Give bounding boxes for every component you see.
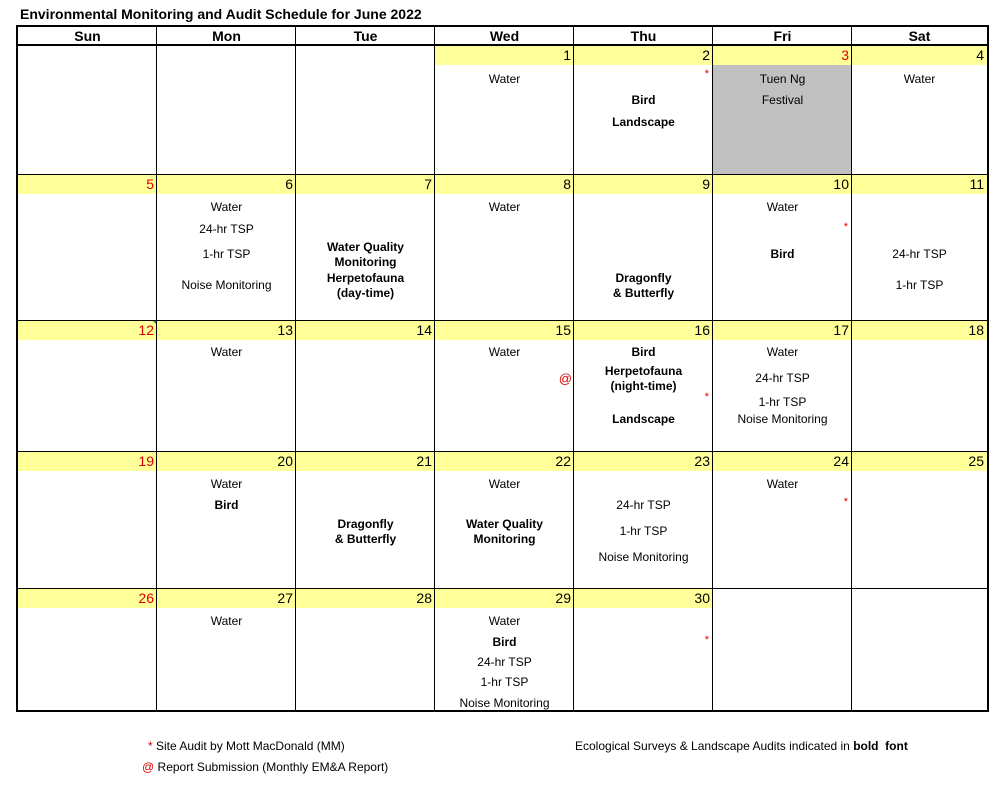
day-number: 20 bbox=[277, 453, 293, 469]
bold-note-text: Ecological Surveys & Landscape Audits indicated in bbox=[575, 739, 850, 753]
grid-line bbox=[434, 27, 435, 710]
day-number: 22 bbox=[555, 453, 571, 469]
day-cell-16[interactable] bbox=[574, 321, 713, 452]
site-audit-marker: * bbox=[704, 391, 709, 403]
day-number: 30 bbox=[694, 590, 710, 606]
day-number: 13 bbox=[277, 322, 293, 338]
activity-1hr-tsp: 1-hr TSP bbox=[202, 247, 251, 261]
day-cell-3[interactable] bbox=[713, 46, 852, 175]
activity-herpetofauna: Herpetofauna bbox=[326, 271, 405, 285]
grid-line bbox=[156, 27, 157, 710]
report-submission-symbol: @ bbox=[142, 760, 155, 774]
weekday-header-thu: Thu bbox=[574, 27, 713, 46]
activity-dragonfly: Dragonfly bbox=[337, 517, 394, 531]
weekday-header-sat: Sat bbox=[852, 27, 987, 46]
activity-bird: Bird bbox=[631, 93, 656, 107]
day-number: 3 bbox=[841, 47, 849, 63]
day-cell-29[interactable] bbox=[435, 589, 574, 712]
day-cell-7[interactable] bbox=[296, 175, 435, 321]
activity-24hr-tsp: 24-hr TSP bbox=[892, 247, 947, 261]
grid-line bbox=[18, 320, 987, 321]
activity-water: Water bbox=[488, 477, 521, 491]
activity-water: Water bbox=[766, 345, 799, 359]
day-cell-28[interactable] bbox=[296, 589, 435, 712]
day-cell-17[interactable] bbox=[713, 321, 852, 452]
activity-bird: Bird bbox=[492, 635, 517, 649]
activity-bird: Bird bbox=[214, 498, 239, 512]
activity-water: Water bbox=[766, 200, 799, 214]
day-cell-25[interactable] bbox=[852, 452, 987, 589]
day-cell-2[interactable] bbox=[574, 46, 713, 175]
site-audit-symbol: * bbox=[148, 739, 153, 753]
weekday-header-mon: Mon bbox=[157, 27, 296, 46]
weekday-header-tue: Tue bbox=[296, 27, 435, 46]
bold-note-emphasis: bold font bbox=[853, 739, 908, 753]
grid-line bbox=[18, 451, 987, 452]
day-number: 25 bbox=[968, 453, 984, 469]
legend-bold-note bbox=[575, 739, 908, 753]
day-number: 1 bbox=[563, 47, 571, 63]
activity-water: Water bbox=[210, 614, 243, 628]
day-number: 23 bbox=[694, 453, 710, 469]
day-number: 19 bbox=[138, 453, 154, 469]
day-cell-5[interactable] bbox=[18, 175, 157, 321]
day-cell-6[interactable] bbox=[157, 175, 296, 321]
legend-report-submission bbox=[142, 760, 388, 774]
day-cell-26[interactable] bbox=[18, 589, 157, 712]
activity-water: Water bbox=[488, 614, 521, 628]
activity-1hr-tsp: 1-hr TSP bbox=[619, 524, 668, 538]
site-audit-marker: * bbox=[704, 634, 709, 646]
day-number: 18 bbox=[968, 322, 984, 338]
day-number: 7 bbox=[424, 176, 432, 192]
day-number: 9 bbox=[702, 176, 710, 192]
site-audit-marker: * bbox=[843, 496, 848, 508]
grid-line bbox=[18, 588, 987, 589]
activity-water-quality: Monitoring bbox=[473, 532, 536, 546]
grid-line bbox=[573, 27, 574, 710]
day-number: 4 bbox=[976, 47, 984, 63]
activity-1hr-tsp: 1-hr TSP bbox=[895, 278, 944, 292]
day-cell-22[interactable] bbox=[435, 452, 574, 589]
day-cell-9[interactable] bbox=[574, 175, 713, 321]
report-submission-marker: @ bbox=[558, 371, 572, 386]
day-cell-30[interactable] bbox=[574, 589, 713, 712]
activity-24hr-tsp: 24-hr TSP bbox=[616, 498, 671, 512]
day-number: 12 bbox=[138, 322, 154, 338]
activity-water-quality: Monitoring bbox=[334, 255, 397, 269]
activity-dragonfly: Dragonfly bbox=[615, 271, 672, 285]
day-cell-4[interactable] bbox=[852, 46, 987, 175]
day-number: 10 bbox=[833, 176, 849, 192]
activity-water-quality: Water Quality bbox=[466, 517, 543, 531]
activity-water: Water bbox=[488, 72, 521, 86]
activity-noise: Noise Monitoring bbox=[598, 550, 689, 564]
site-audit-text: Site Audit by Mott MacDonald (MM) bbox=[156, 739, 345, 753]
activity-1hr-tsp: 1-hr TSP bbox=[480, 675, 529, 689]
activity-noise: Noise Monitoring bbox=[459, 696, 550, 710]
day-cell-23[interactable] bbox=[574, 452, 713, 589]
day-cell-8[interactable] bbox=[435, 175, 574, 321]
activity-herpetofauna: (night-time) bbox=[610, 379, 677, 393]
activity-24hr-tsp: 24-hr TSP bbox=[755, 371, 810, 385]
day-cell-10[interactable] bbox=[713, 175, 852, 321]
activity-24hr-tsp: 24-hr TSP bbox=[199, 222, 254, 236]
day-number: 29 bbox=[555, 590, 571, 606]
activity-water: Water bbox=[210, 345, 243, 359]
activity-landscape: Landscape bbox=[612, 115, 675, 129]
page-title: Environmental Monitoring and Audit Schedule for June 2022 bbox=[20, 6, 422, 22]
day-cell-1[interactable] bbox=[435, 46, 574, 175]
activity-water: Water bbox=[766, 477, 799, 491]
activity-herpetofauna: (day-time) bbox=[336, 286, 395, 300]
activity-dragonfly: & Butterfly bbox=[612, 286, 675, 300]
day-number: 15 bbox=[555, 322, 571, 338]
day-number: 17 bbox=[833, 322, 849, 338]
activity-herpetofauna: Herpetofauna bbox=[604, 364, 683, 378]
activity-water: Water bbox=[488, 345, 521, 359]
activity-noise: Noise Monitoring bbox=[737, 412, 828, 426]
day-cell-13[interactable] bbox=[157, 321, 296, 452]
grid-line bbox=[712, 27, 713, 710]
activity-water: Water bbox=[903, 72, 936, 86]
report-submission-text: Report Submission (Monthly EM&A Report) bbox=[157, 760, 389, 774]
site-audit-marker: * bbox=[704, 68, 709, 80]
day-cell-27[interactable] bbox=[157, 589, 296, 712]
grid-line bbox=[18, 174, 987, 175]
grid-line bbox=[295, 27, 296, 710]
day-number: 28 bbox=[416, 590, 432, 606]
day-cell-11[interactable] bbox=[852, 175, 987, 321]
day-number: 26 bbox=[138, 590, 154, 606]
day-cell-14[interactable] bbox=[296, 321, 435, 452]
day-number: 2 bbox=[702, 47, 710, 63]
day-number: 11 bbox=[969, 176, 984, 192]
day-cell-15[interactable] bbox=[435, 321, 574, 452]
activity-bird: Bird bbox=[631, 345, 656, 359]
weekday-header-fri: Fri bbox=[713, 27, 852, 46]
activity-landscape: Landscape bbox=[612, 412, 675, 426]
activity-dragonfly: & Butterfly bbox=[334, 532, 397, 546]
day-cell-24[interactable] bbox=[713, 452, 852, 589]
day-number: 6 bbox=[285, 176, 293, 192]
weekday-header-wed: Wed bbox=[435, 27, 574, 46]
site-audit-marker: * bbox=[843, 221, 848, 233]
day-number: 16 bbox=[694, 322, 710, 338]
activity-water: Water bbox=[210, 200, 243, 214]
grid-line bbox=[851, 27, 852, 710]
day-number: 5 bbox=[146, 176, 154, 192]
holiday-label: Festival bbox=[761, 93, 804, 107]
day-number: 24 bbox=[833, 453, 849, 469]
activity-bird: Bird bbox=[770, 247, 795, 261]
day-cell-21[interactable] bbox=[296, 452, 435, 589]
activity-water: Water bbox=[488, 200, 521, 214]
activity-water-quality: Water Quality bbox=[327, 240, 404, 254]
day-cell-19[interactable] bbox=[18, 452, 157, 589]
weekday-header-sun: Sun bbox=[18, 27, 157, 46]
day-cell-20[interactable] bbox=[157, 452, 296, 589]
day-cell-12[interactable] bbox=[18, 321, 157, 452]
calendar-grid bbox=[16, 25, 989, 712]
day-number: 8 bbox=[563, 176, 571, 192]
day-number: 21 bbox=[416, 453, 432, 469]
activity-24hr-tsp: 24-hr TSP bbox=[477, 655, 532, 669]
day-number: 27 bbox=[277, 590, 293, 606]
activity-noise: Noise Monitoring bbox=[181, 278, 272, 292]
holiday-label: Tuen Ng bbox=[759, 72, 806, 86]
day-cell-18[interactable] bbox=[852, 321, 987, 452]
legend-site-audit bbox=[148, 739, 345, 753]
day-number: 14 bbox=[416, 322, 432, 338]
activity-1hr-tsp: 1-hr TSP bbox=[758, 395, 807, 409]
activity-water: Water bbox=[210, 477, 243, 491]
